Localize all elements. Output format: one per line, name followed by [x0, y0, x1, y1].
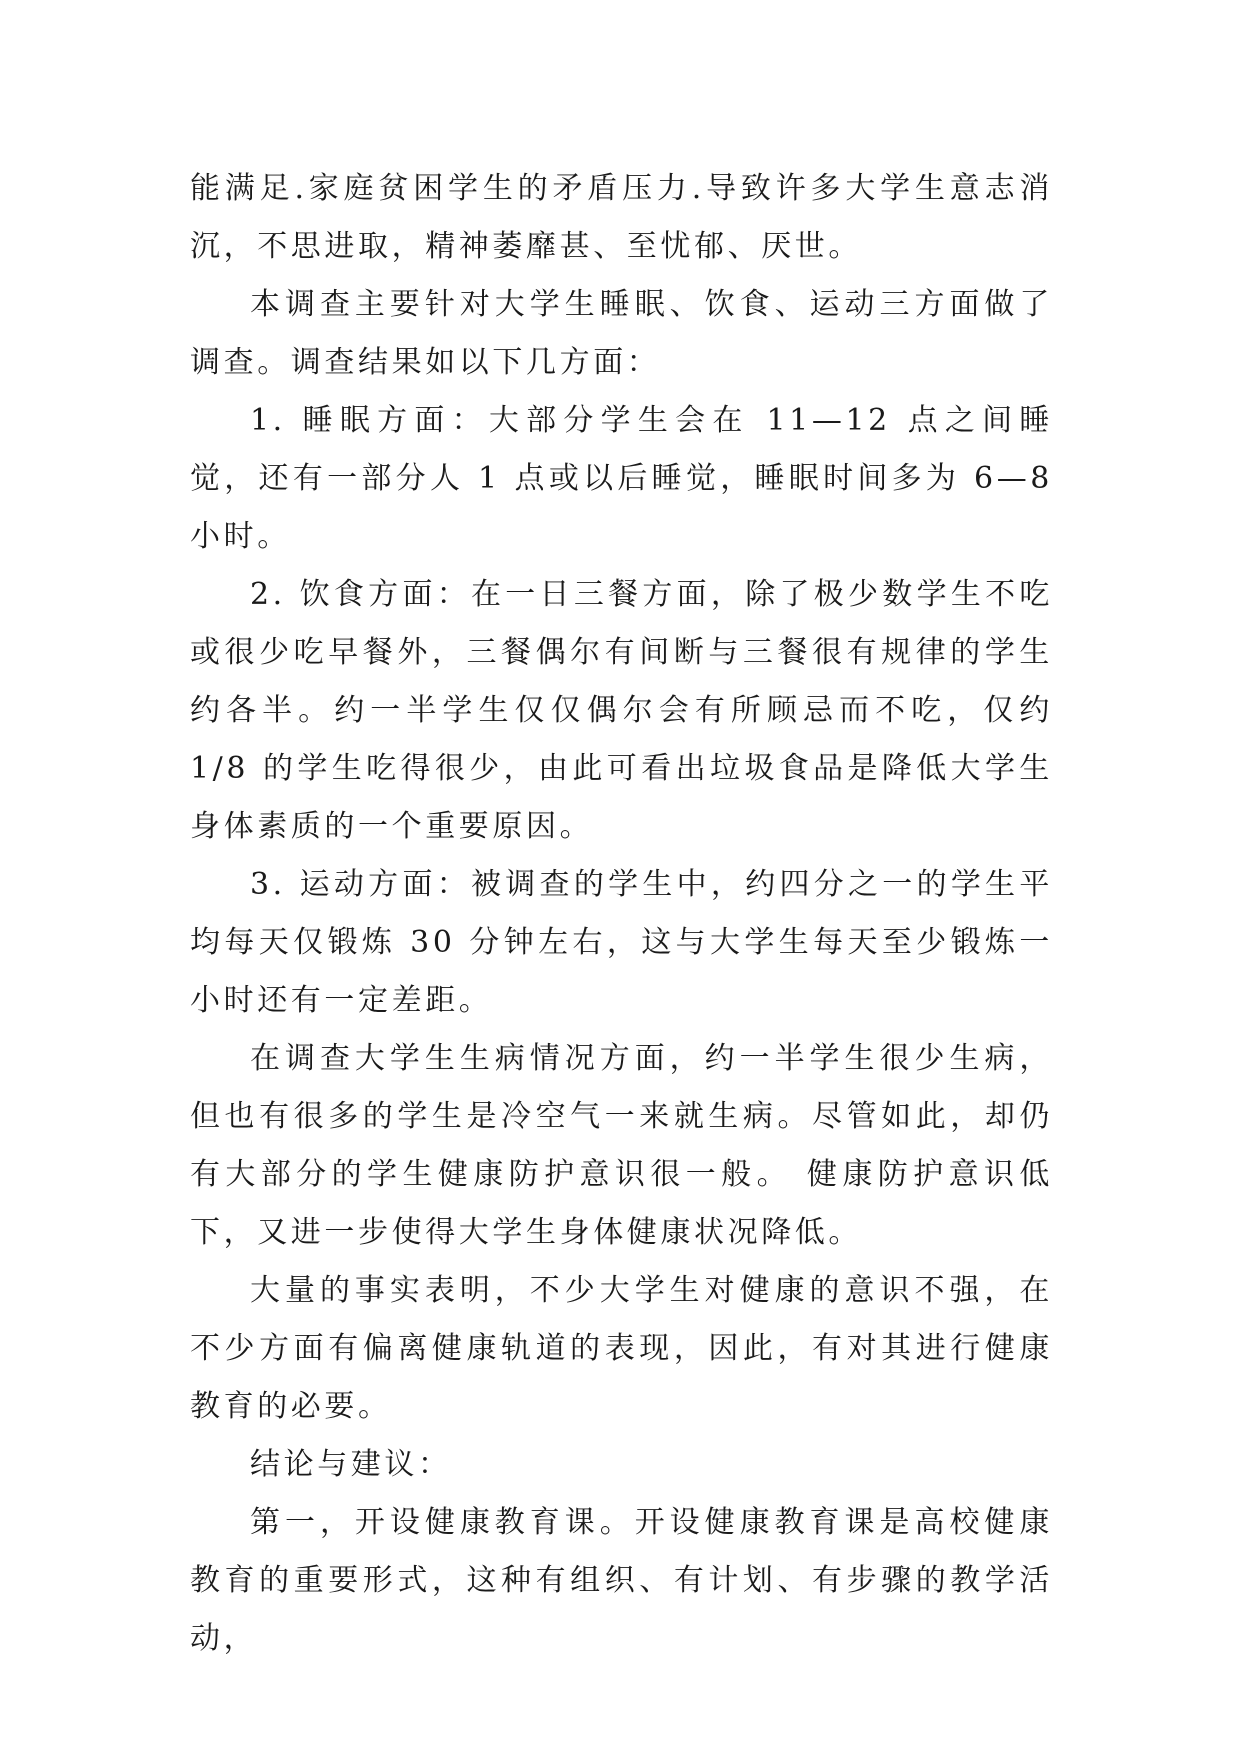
paragraph-exercise: 3. 运动方面：被调查的学生中，约四分之一的学生平均每天仅锻炼 30 分钟左右，这与大学生每天至少锻炼一小时还有一定差距。: [190, 867, 1053, 1018]
paragraph-sleep: 1. 睡眠方面：大部分学生会在 11—12 点之间睡觉，还有一部分人 1 点或以后睡觉，睡眠时间多为 6—8 小时。: [190, 403, 1053, 554]
paragraph-diet: 2. 饮食方面：在一日三餐方面，除了极少数学生不吃或很少吃早餐外，三餐偶尔有间断与三餐很有规律的学生约各半。约一半学生仅仅偶尔会有所顾忌而不吃，仅约 1/8 的学生吃得很少，由此可看出垃圾食品是降低大学生身体素质的一个重要原因。: [190, 577, 1053, 844]
paragraph-conclusion-heading: 结论与建议：: [250, 1447, 452, 1482]
body-text: [190, 160, 1053, 1668]
paragraph-illness: 在调查大学生生病情况方面，约一半学生很少生病，但也有很多的学生是冷空气一来就生病。尽管如此，却仍有大部分的学生健康防护意识很一般。 健康防护意识低下，又进一步使得大学生身体健康状况降低。: [190, 1041, 1053, 1250]
paragraph-survey-intro: 本调查主要针对大学生睡眠、饮食、运动三方面做了调查。调查结果如以下几方面：: [190, 287, 1053, 380]
paragraph-continuation: 能满足.家庭贫困学生的矛盾压力.导致许多大学生意志消沉，不思进取，精神萎靡甚、至忧郁、厌世。: [190, 171, 1053, 264]
paragraph-first-suggestion: 第一，开设健康教育课。开设健康教育课是高校健康教育的重要形式，这种有组织、有计划、有步骤的教学活动，: [190, 1505, 1053, 1656]
paragraph-facts: 大量的事实表明，不少大学生对健康的意识不强，在不少方面有偏离健康轨道的表现，因此，有对其进行健康教育的必要。: [190, 1273, 1053, 1424]
